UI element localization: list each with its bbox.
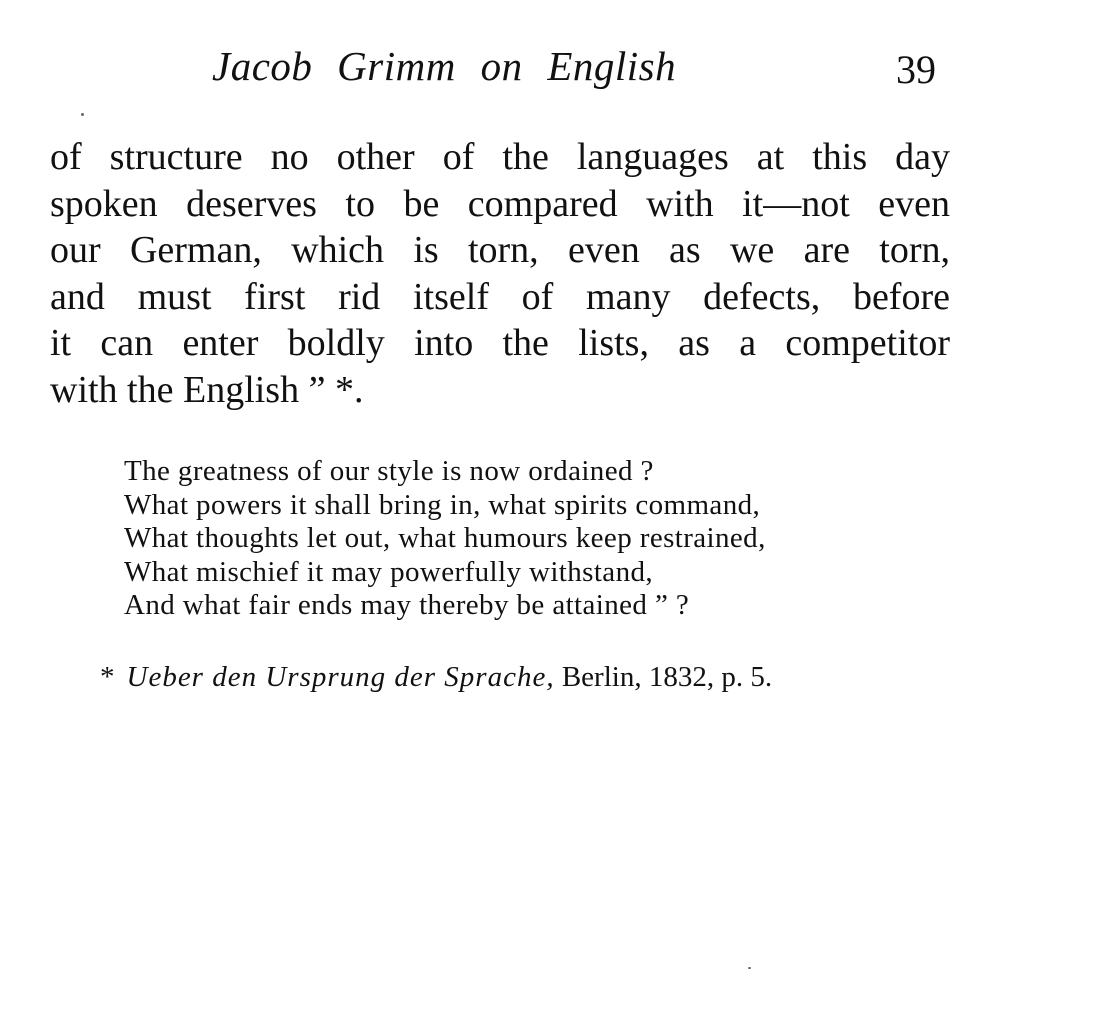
verse-line: The greatness of our style is now ordained ? bbox=[124, 455, 654, 487]
verse-quotation bbox=[124, 455, 964, 623]
footnote-marker: * bbox=[100, 661, 115, 693]
verse-line: What thoughts let out, what humours keep restrained, bbox=[124, 522, 766, 554]
scan-speck bbox=[748, 967, 751, 969]
body-line: our German, which is torn, even as we are torn, bbox=[50, 229, 950, 271]
body-line: of structure no other of the languages at this day bbox=[50, 136, 950, 178]
body-line: spoken deserves to be compared with it—not even bbox=[50, 182, 950, 225]
footnote-title: Ueber den Ursprung der Sprache, bbox=[126, 661, 555, 693]
verse-line: What mischief it may powerfully withstand, bbox=[124, 555, 654, 588]
running-head bbox=[0, 42, 1096, 102]
body-line: it can enter boldly into the lists, as a competitor bbox=[50, 322, 950, 364]
verse-line: And what fair ends may thereby be attained ” ? bbox=[124, 589, 690, 621]
verse-line: What powers it shall bring in, what spirits command, bbox=[124, 488, 761, 521]
body-line: and must first rid itself of many defects, before bbox=[50, 275, 950, 318]
body-line-last: with the English ” *. bbox=[50, 368, 364, 411]
footnote-citation: Berlin, 1832, p. 5. bbox=[561, 661, 773, 693]
footnote bbox=[100, 658, 960, 696]
page-number: 39 bbox=[896, 47, 936, 92]
scan-speck bbox=[81, 113, 84, 116]
body-paragraph bbox=[50, 134, 950, 413]
running-title: Jacob Grimm on English bbox=[212, 43, 677, 89]
